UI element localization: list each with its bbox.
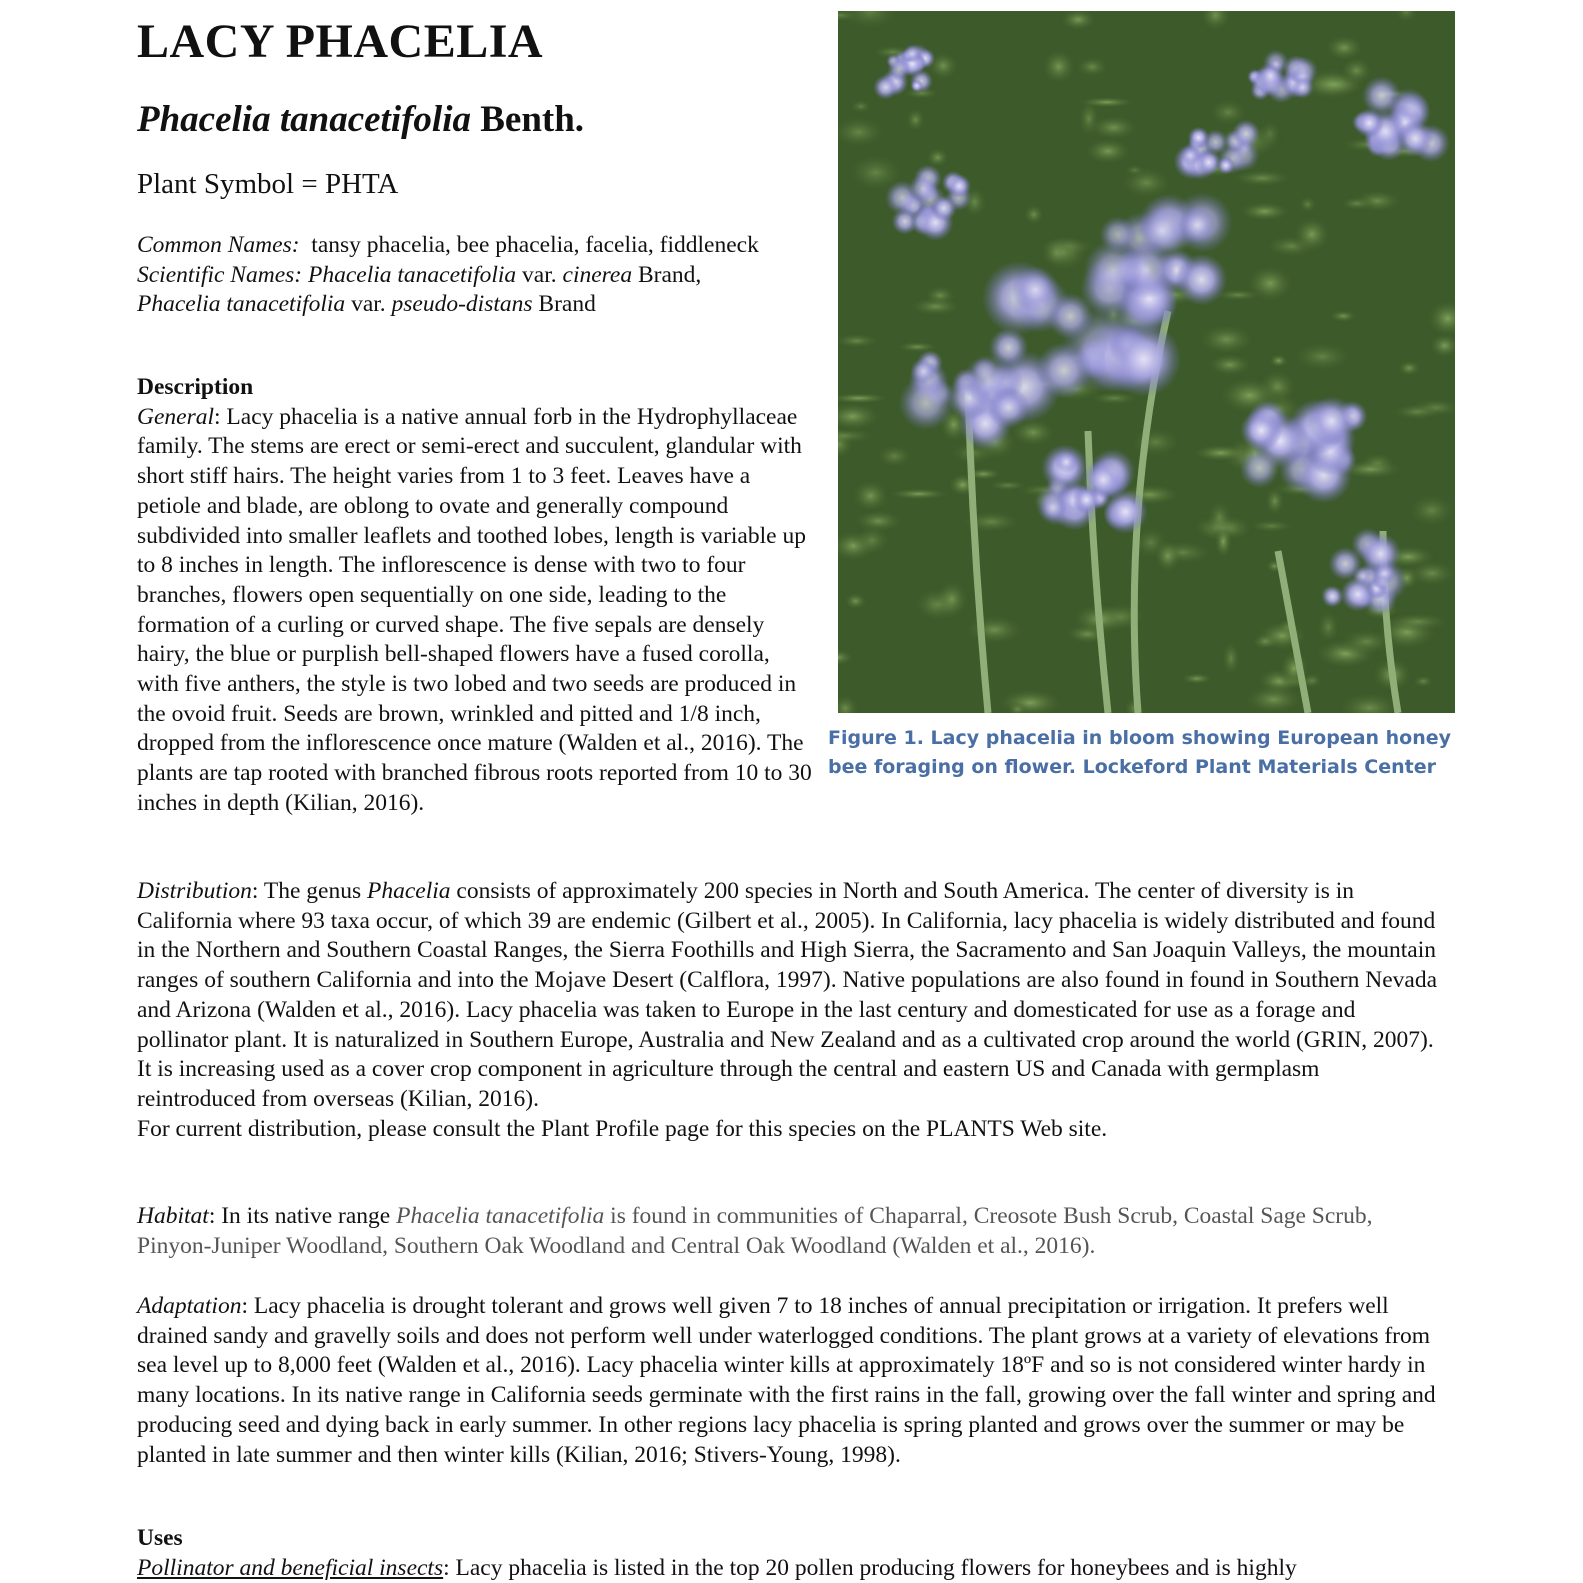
leaf-patch [1205, 497, 1234, 537]
leaf-patch [1126, 425, 1185, 459]
general-label: General [137, 403, 215, 430]
distribution-text-b: consists of approximately 200 species in North and South America. The center of diversity is in California where 93 taxa occur, of which 39 are endemic (Gilbert et al., 2005). In California, lacy phacelia is widely distributed and found in the Northern and Southern Coastal Ranges, the Sierra Foothills and High Sierra, the Sacramento and San Joaquin Valleys, the mountain ranges of southern California and into the Mojave Desert (Calflora, 1997). Native populations are also found in found in Southern Nevada and Arizona (Walden et al., 2016). Lacy phacelia was taken to Europe in the last century and domesticated for use as a forage and pollinator plant. It is naturalized in Southern Europe, Australia and New Zealand and as a cultivated crop around the world (GRIN, 2007). It is increasing used as a cover crop component in agriculture through the central and eastern US and Canada with germplasm reintroduced from overseas (Kilian, 2016). [137, 878, 1437, 1112]
phacelia-bloom [908, 174, 937, 203]
adaptation-section [137, 1292, 1437, 1470]
phacelia-bloom [931, 195, 957, 221]
phacelia-bloom [1217, 156, 1235, 174]
phacelia-bloom [1307, 396, 1356, 445]
synonym-2-author: Brand [538, 291, 596, 318]
leaf-patch [1039, 47, 1078, 87]
uses-pollinator [137, 1554, 1437, 1583]
leaf-patch [1297, 194, 1318, 214]
synonym-2-name: Phacelia tanacetifolia [137, 291, 346, 318]
species-author: Benth. [480, 99, 585, 140]
leaf-patch [1081, 136, 1135, 166]
leaf-patch [1268, 353, 1290, 369]
pollinator-text: : Lacy phacelia is listed in the top 20 pollen producing flowers for honeybees and is highly [443, 1554, 1297, 1581]
synonym-2-var-word: var. [351, 291, 386, 318]
leaf-patch [1205, 352, 1255, 378]
habitat-label: Habitat [137, 1203, 209, 1229]
scientific-names [137, 261, 777, 320]
adaptation-text: : Lacy phacelia is drought tolerant and grows well given 7 to 18 inches of annual precipitation or irrigation. It prefers well drained sandy and gravelly soils and does not perform well under waterlogged conditions. The plant grows at a variety of elevations from sea level up to 8,000 feet (Walden et al., 2016). Lacy phacelia winter kills at approximately 18ºF and so is not considered winter hardy in many locations. In its native range in California seeds germinate with the first rains in the fall, growing over the fall winter and spring and producing seed and dying back in early summer. In other regions lacy phacelia is spring planted and grows over the summer or may be planted in late summer and then winter kills (Kilian, 2016; Stivers-Young, 1998). [137, 1293, 1436, 1468]
synonym-1-variety: cinerea [562, 261, 633, 288]
figure-caption: Figure 1. Lacy phacelia in bloom showing European honey bee foraging on flower. Lockeford Plant Materials Center [828, 727, 1452, 778]
phacelia-bloom [963, 354, 1015, 406]
leaf-patch [873, 443, 916, 470]
phacelia-photo [838, 11, 1455, 713]
description-general [137, 403, 812, 819]
phacelia-bloom [1188, 127, 1210, 149]
phacelia-bloom [873, 75, 898, 100]
uses-heading: Uses [137, 1525, 183, 1551]
distribution-genus: Phacelia [367, 878, 451, 904]
leaf-patch [1041, 237, 1072, 269]
distribution-section [137, 877, 1437, 1144]
leaf-patch [932, 577, 971, 621]
leaf-patch [1022, 203, 1046, 227]
scientific-name-heading [137, 98, 584, 141]
phacelia-bloom [1040, 495, 1067, 522]
phacelia-bloom [1292, 76, 1314, 98]
leaf-patch [1288, 340, 1357, 374]
leaf-patch [904, 106, 927, 133]
phacelia-bloom [1256, 62, 1284, 90]
leaf-patch [906, 296, 965, 317]
leaf-patch [1322, 33, 1367, 63]
leaf-patch [884, 487, 954, 500]
habitat-paragraph [137, 1202, 1437, 1261]
phacelia-bloom [1321, 585, 1343, 607]
habitat-species: Phacelia tanacetifolia [396, 1203, 605, 1229]
phacelia-bloom [1083, 240, 1143, 300]
leaf-patch [956, 509, 1025, 534]
species-name: Phacelia tanacetifolia [137, 99, 471, 140]
leaf-patch [1235, 200, 1295, 222]
leaf-patch [1327, 309, 1359, 323]
phacelia-bloom [947, 174, 971, 198]
leaf-patch [1074, 55, 1111, 79]
phacelia-bloom [1340, 577, 1375, 612]
phacelia-bloom [1106, 322, 1181, 397]
synonym-1-name: Phacelia tanacetifolia [307, 261, 517, 288]
phacelia-bloom [1232, 119, 1260, 147]
description-section [137, 373, 812, 819]
general-text: : Lacy phacelia is a native annual forb in the Hydrophyllaceae family. The stems are erect or semi-erect and succulent, glandular with short stiff hairs. The height varies from 1 to 3 feet. Leaves have a petiole and blade, are oblong to ovate and generally compound subdivided into smaller leaflets and toothed lobes, length is variable up to 8 inches in length. The inflorescence is dense with two to four branches, flowers open sequentially on one side, leading to the formation of a curling or curved shape. The five sepals are densely hairy, the blue or purplish bell-shaped flowers have a fused corolla, with five anthers, the style is two lobed and two seeds are produced in the ovoid fruit. Seeds are brown, wrinkled and pitted and 1/8 inch, dropped from the inflorescence once mature (Walden et al., 2016). The plants are tap rooted with branched fibrous roots reported from 10 to 30 inches in depth (Kilian, 2016). [137, 403, 812, 816]
phacelia-bloom [1397, 120, 1434, 157]
leaf-patch [1338, 196, 1375, 212]
phacelia-bloom [1328, 547, 1362, 581]
adaptation-paragraph [137, 1292, 1437, 1470]
plant-symbol: Plant Symbol = PHTA [137, 168, 399, 200]
habitat-text-b: is found in communities of Chaparral, Creosote Bush Scrub, Coastal Sage Scrub, Pinyon-Juniper Woodland, Southern Oak Woodland and Central Oak Woodland (Walden et al., 2016). [137, 1203, 1373, 1259]
scientific-names-label: Scientific Names: [137, 261, 303, 288]
leaf-patch [1291, 214, 1334, 255]
phacelia-flowers-image [838, 11, 1455, 713]
phacelia-bloom [1240, 409, 1282, 451]
leaf-patch [1220, 638, 1241, 679]
leaf-patch [960, 613, 1029, 647]
phacelia-bloom [1355, 108, 1385, 138]
leaf-patch [852, 523, 892, 557]
common-names-label: Common Names: [137, 232, 300, 258]
leaf-patch [1178, 672, 1215, 685]
phacelia-bloom [1083, 460, 1123, 500]
habitat-section [137, 1202, 1437, 1261]
phacelia-bloom [910, 358, 936, 384]
leaf-patch [1390, 403, 1445, 421]
phacelia-bloom [1035, 342, 1092, 399]
phacelia-bloom [1239, 448, 1279, 488]
description-heading: Description [137, 374, 254, 400]
synonym-1-author: Brand, [637, 261, 702, 288]
phacelia-bloom [910, 79, 923, 92]
leaf-patch [1074, 96, 1141, 109]
distribution-label: Distribution [137, 878, 252, 904]
phacelia-bloom [1175, 254, 1227, 306]
habitat-text-a: : In its native range [208, 1203, 397, 1229]
uses-section [137, 1524, 1437, 1583]
names-block [137, 231, 777, 320]
distribution-text-a: : The genus [251, 878, 368, 904]
adaptation-label: Adaptation [137, 1293, 242, 1319]
leaf-patch [1412, 674, 1435, 688]
phacelia-bloom [1055, 450, 1078, 473]
leaf-patch [1254, 619, 1311, 653]
pollinator-label: Pollinator and beneficial insects [137, 1554, 444, 1581]
leaf-patch [1396, 359, 1423, 378]
synonym-2-variety: pseudo-distans [391, 291, 533, 318]
leaf-patch [849, 99, 873, 114]
distribution-consult: For current distribution, please consult the Plant Profile page for this species on the PLANTS Web site. [137, 1115, 1108, 1142]
leaf-patch [1153, 537, 1183, 575]
phacelia-bloom [1360, 533, 1402, 575]
leaf-patch [985, 479, 1031, 491]
common-names [137, 231, 777, 261]
leaf-patch [1194, 322, 1259, 357]
common-names-value: tansy phacelia, bee phacelia, facelia, fiddleneck [311, 232, 759, 258]
synonym-1-var-word: var. [522, 261, 557, 288]
page-title: LACY PHACELIA [137, 15, 544, 68]
distribution-paragraph [137, 877, 1437, 1115]
leaf-patch [842, 591, 868, 611]
